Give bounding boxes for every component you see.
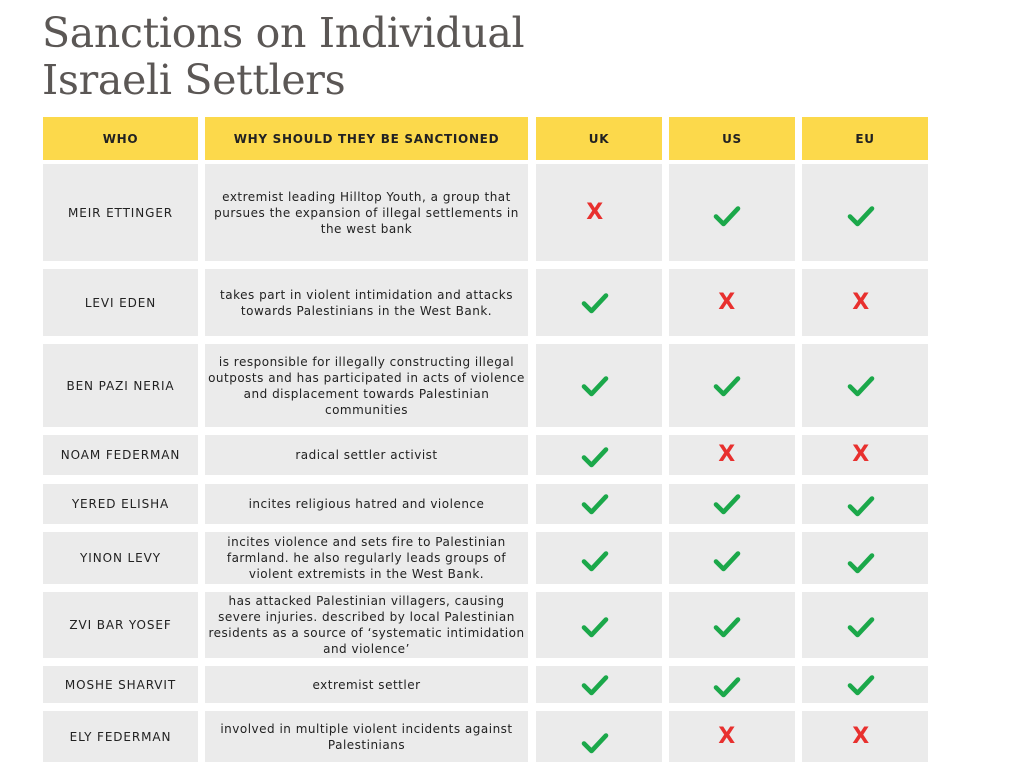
cell-who (43, 711, 198, 762)
cell-eu (802, 164, 928, 261)
green-checkmark-icon (712, 675, 742, 699)
person-name: BEN PAZI NERIA (66, 378, 175, 393)
cell-who (43, 666, 198, 703)
green-checkmark-icon (846, 204, 876, 228)
cell-us (669, 164, 795, 261)
cell-us (669, 344, 795, 427)
cell-eu (802, 435, 928, 475)
cell-who (43, 164, 198, 261)
green-checkmark-icon (580, 731, 610, 755)
cell-uk (536, 532, 662, 584)
header-label-us: US (722, 131, 742, 146)
cell-eu (802, 666, 928, 703)
cell-who (43, 592, 198, 658)
cell-us (669, 711, 795, 762)
cell-uk (536, 666, 662, 703)
cell-uk (536, 484, 662, 524)
sanction-reason: extremist leading Hilltop Youth, a group that pursues the expansion of illegal settlements in the west bank (214, 189, 519, 236)
cell-why (205, 711, 528, 762)
cell-us (669, 269, 795, 336)
green-checkmark-icon (712, 615, 742, 639)
sanction-reason: has attacked Palestinian villagers, causing severe injuries. described by local Palestinian residents as a source of ‘systematic intimidation and violence’ (208, 594, 525, 656)
person-name: MOSHE SHARVIT (64, 677, 177, 692)
sanction-reason: extremist settler (312, 677, 421, 692)
cell-us (669, 592, 795, 658)
cell-who (43, 532, 198, 584)
cell-eu (802, 484, 928, 524)
cell-why (205, 269, 528, 336)
cell-why (205, 592, 528, 658)
cell-us (669, 666, 795, 703)
person-name: YINON LEVY (80, 551, 161, 565)
cell-us (669, 484, 795, 524)
cell-why (205, 344, 528, 427)
green-checkmark-icon (580, 445, 610, 469)
green-checkmark-icon (846, 673, 876, 697)
header-us (669, 117, 795, 160)
red-x-icon: X (718, 723, 736, 749)
cell-who (43, 344, 198, 427)
red-x-icon: X (852, 442, 870, 467)
green-checkmark-icon (846, 494, 876, 518)
sanction-reason: incites violence and sets fire to Palestinian farmland. he also regularly leads groups of violent extremists in the West Bank. (226, 535, 507, 581)
sanction-reason: involved in multiple violent incidents against Palestinians (220, 721, 513, 752)
person-name: MEIR ETTINGER (67, 205, 174, 220)
sanction-reason: is responsible for illegally constructing illegal outposts and has participated in acts of violence and displacement towards Palestinian communities (208, 354, 525, 417)
red-x-icon: X (852, 723, 870, 749)
green-checkmark-icon (712, 204, 742, 228)
green-checkmark-icon (580, 673, 610, 697)
green-checkmark-icon (712, 374, 742, 398)
cell-eu (802, 532, 928, 584)
green-checkmark-icon (580, 374, 610, 398)
red-x-icon: X (718, 442, 736, 467)
cell-uk (536, 344, 662, 427)
header-label-why: WHY SHOULD THEY BE SANCTIONED (233, 131, 500, 146)
header-who (43, 117, 198, 160)
cell-eu (802, 592, 928, 658)
cell-us (669, 435, 795, 475)
cell-eu (802, 344, 928, 427)
page-title (42, 10, 524, 104)
red-x-icon: X (718, 289, 736, 315)
green-checkmark-icon (580, 492, 610, 516)
cell-uk (536, 435, 662, 475)
title-line-2: Israeli Settlers (42, 56, 346, 104)
header-why (205, 117, 528, 160)
green-checkmark-icon (580, 291, 610, 315)
green-checkmark-icon (846, 551, 876, 575)
header-label-eu: EU (855, 131, 875, 146)
sanction-reason: takes part in violent intimidation and attacks towards Palestinians in the West Bank. (220, 287, 513, 318)
cell-eu (802, 269, 928, 336)
cell-why (205, 435, 528, 475)
cell-why (205, 164, 528, 261)
cell-why (205, 532, 528, 584)
cell-who (43, 269, 198, 336)
person-name: ELY FEDERMAN (69, 729, 172, 744)
person-name: ZVI BAR YOSEF (69, 618, 172, 632)
cell-who (43, 484, 198, 524)
sanction-reason: incites religious hatred and violence (248, 497, 485, 511)
cell-uk (536, 269, 662, 336)
header-uk (536, 117, 662, 160)
green-checkmark-icon (846, 615, 876, 639)
cell-uk (536, 711, 662, 762)
green-checkmark-icon (846, 374, 876, 398)
cell-why (205, 666, 528, 703)
green-checkmark-icon (712, 549, 742, 573)
cell-eu (802, 711, 928, 762)
header-label-uk: UK (588, 131, 610, 146)
header-eu (802, 117, 928, 160)
cell-us (669, 532, 795, 584)
person-name: LEVI EDEN (84, 295, 157, 310)
cell-why (205, 484, 528, 524)
green-checkmark-icon (580, 549, 610, 573)
green-checkmark-icon (580, 615, 610, 639)
header-label-who: WHO (102, 131, 139, 146)
sanction-reason: radical settler activist (295, 448, 438, 462)
cell-who (43, 435, 198, 475)
cell-uk (536, 164, 662, 261)
person-name: NOAM FEDERMAN (60, 448, 181, 462)
green-checkmark-icon (712, 492, 742, 516)
red-x-icon: X (852, 289, 870, 315)
title-line-1: Sanctions on Individual (42, 9, 525, 57)
cell-uk (536, 592, 662, 658)
red-x-icon: X (586, 199, 604, 225)
person-name: YERED ELISHA (71, 497, 170, 511)
